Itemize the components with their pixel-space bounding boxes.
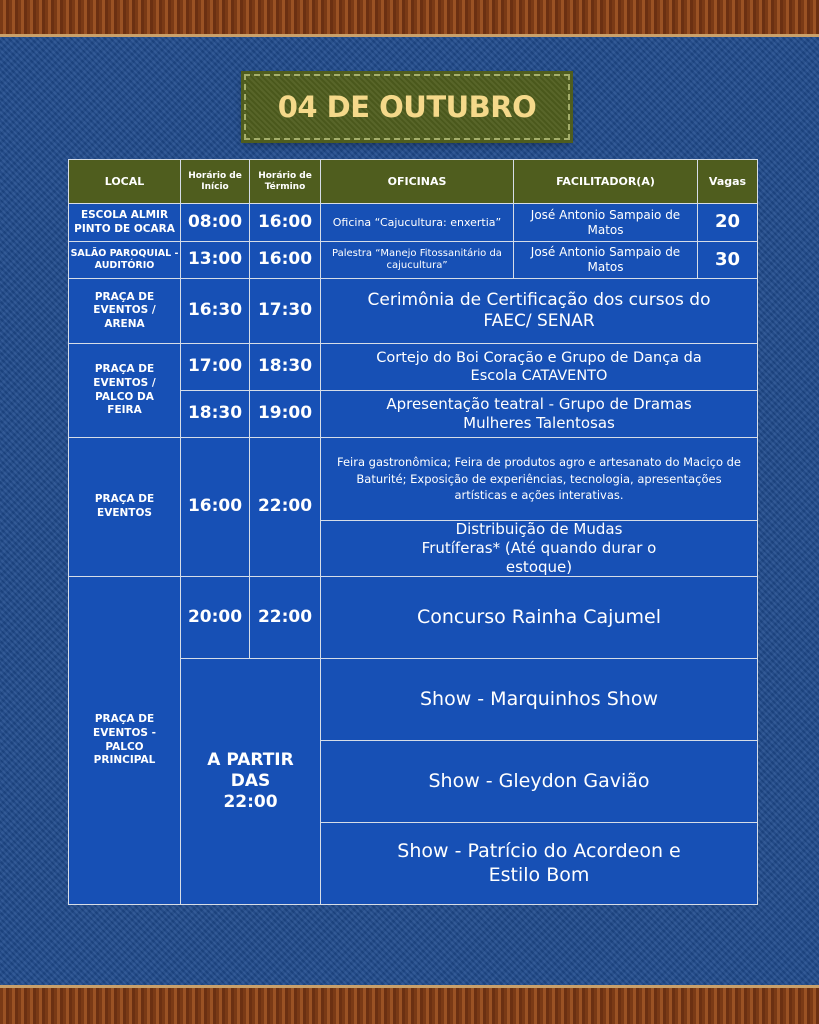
row3-inicio: 16:30 bbox=[180, 278, 250, 344]
row2-facilitador: José Antonio Sampaio de Matos bbox=[513, 241, 698, 279]
row6-concurso-termino: 22:00 bbox=[249, 576, 321, 659]
row1-inicio: 08:00 bbox=[180, 203, 250, 242]
row5-termino: 22:00 bbox=[249, 437, 321, 577]
row2-termino: 16:00 bbox=[249, 241, 321, 279]
row1-termino: 16:00 bbox=[249, 203, 321, 242]
row5-inicio: 16:00 bbox=[180, 437, 250, 577]
row6-show-2: Show - Gleydon Gavião bbox=[320, 740, 758, 823]
row2-vagas: 30 bbox=[697, 241, 758, 279]
row6-local: PRAÇA DE EVENTOS -PALCO PRINCIPAL bbox=[68, 576, 181, 905]
row6-show-1: Show - Marquinhos Show bbox=[320, 658, 758, 741]
row3-evento: Cerimônia de Certificação dos cursos do FAEC/ SENAR bbox=[320, 278, 758, 344]
row2-oficina: Palestra “Manejo Fitossanitário da cajucultura” bbox=[320, 241, 514, 279]
row1-oficina: Oficina “Cajucultura: enxertia” bbox=[320, 203, 514, 242]
row1-facilitador: José Antonio Sampaio de Matos bbox=[513, 203, 698, 242]
row6-a-partir: A PARTIR DAS 22:00 bbox=[180, 658, 321, 905]
bottom-wood-border bbox=[0, 985, 819, 1024]
row3-termino: 17:30 bbox=[249, 278, 321, 344]
row5-evento-feira: Feira gastronômica; Feira de produtos agro e artesanato do Maciço de Baturité; Exposição de experiências, tecnologia, apresentações artísticas e ações interativas. bbox=[320, 437, 758, 521]
row4b-inicio: 18:30 bbox=[180, 390, 250, 438]
date-badge bbox=[244, 74, 570, 140]
header-termino: Horário de Término bbox=[249, 159, 321, 204]
row4b-evento: Apresentação teatral - Grupo de Dramas Mulheres Talentosas bbox=[320, 390, 758, 438]
row5-evento-mudas: Distribuição de Mudas Frutíferas* (Até quando durar o estoque) bbox=[320, 520, 758, 577]
header-facilitador: FACILITADOR(A) bbox=[513, 159, 698, 204]
row6-concurso-inicio: 20:00 bbox=[180, 576, 250, 659]
row4a-evento: Cortejo do Boi Coração e Grupo de Dança da Escola CATAVENTO bbox=[320, 343, 758, 391]
row5-local: PRAÇA DE EVENTOS bbox=[68, 437, 181, 577]
page-title: 04 DE OUTUBRO bbox=[277, 90, 537, 124]
row1-local: ESCOLA ALMIR PINTO DE OCARA bbox=[68, 203, 181, 242]
top-wood-border bbox=[0, 0, 819, 37]
row4b-termino: 19:00 bbox=[249, 390, 321, 438]
row6-show-3: Show - Patrício do Acordeon e Estilo Bom bbox=[320, 822, 758, 905]
row4a-termino: 18:30 bbox=[249, 343, 321, 391]
row2-inicio: 13:00 bbox=[180, 241, 250, 279]
row4-local: PRAÇA DE EVENTOS / PALCO DA FEIRA bbox=[68, 343, 181, 438]
row2-local: SALÃO PAROQUIAL - AUDITÓRIO bbox=[68, 241, 181, 279]
row4a-inicio: 17:00 bbox=[180, 343, 250, 391]
header-inicio: Horário de Início bbox=[180, 159, 250, 204]
row3-local: PRAÇA DE EVENTOS / ARENA bbox=[68, 278, 181, 344]
row1-vagas: 20 bbox=[697, 203, 758, 242]
header-oficinas: OFICINAS bbox=[320, 159, 514, 204]
header-local: LOCAL bbox=[68, 159, 181, 204]
row6-concurso-evento: Concurso Rainha Cajumel bbox=[320, 576, 758, 659]
header-vagas: Vagas bbox=[697, 159, 758, 204]
